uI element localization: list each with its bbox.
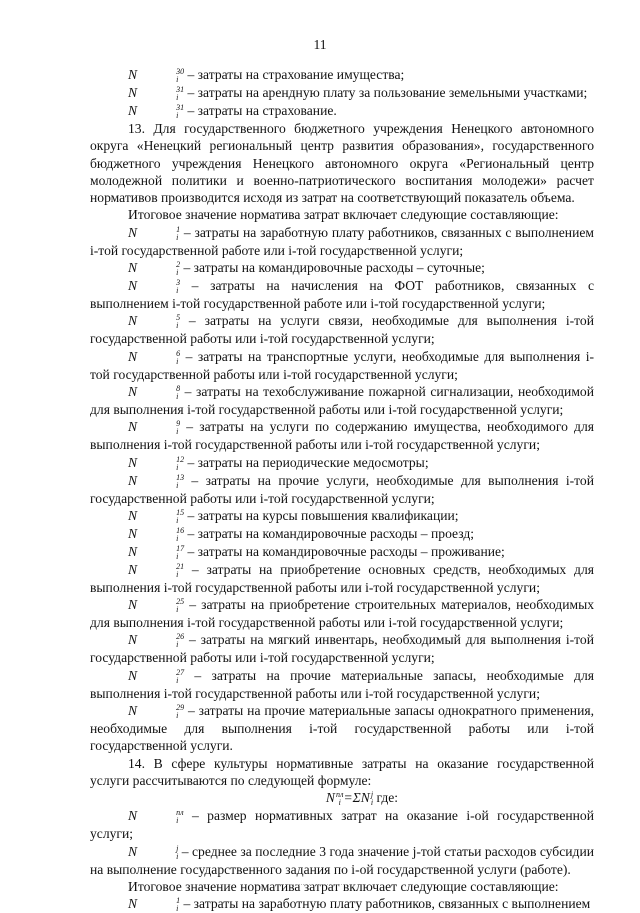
- cost-item: [90, 472, 594, 507]
- cost-symbol-index: 21: [176, 561, 185, 571]
- paragraph-text: – затраты на приобретение основных средств, необходимых для выполнения i-той государственной работы или i-той государственной услуги;: [90, 561, 594, 595]
- cost-symbol: N 9 i: [128, 419, 181, 437]
- cost-symbol: N 1 i: [128, 224, 181, 242]
- cost-item: [90, 843, 594, 878]
- cost-symbol: N 6 i: [128, 348, 181, 366]
- cost-symbol-index: 31: [176, 85, 185, 94]
- cost-symbol: N 15 i: [128, 507, 185, 525]
- paragraph-text: – затраты на прочие услуги, необходимые для выполнения i-той государственной работы или i-той государственной услуги;: [90, 472, 594, 506]
- cost-symbol-index: 8: [176, 383, 181, 393]
- paragraph-text: – затраты на заработную плату работников, связанных с выполнением i-той государственной работе или i-той государственной услуги;: [90, 224, 594, 258]
- cost-item: [90, 418, 594, 453]
- cost-symbol: N 16 i: [128, 525, 185, 543]
- cost-symbol: N 13 i: [128, 472, 185, 490]
- cost-symbol: N 2 i: [128, 260, 181, 278]
- cost-item: [90, 259, 594, 277]
- cost-symbol-index: 30: [176, 67, 185, 76]
- cost-symbol-index: 15: [176, 507, 185, 517]
- cost-symbol: N j i: [128, 843, 179, 861]
- cost-symbol: N 25 i: [128, 597, 185, 615]
- footer-mark: [290, 884, 350, 886]
- paragraph-text: – затраты на курсы повышения квалификации;: [184, 507, 459, 523]
- formula-tail: где:: [373, 790, 399, 806]
- cost-item: [90, 348, 594, 383]
- cost-symbol-index: 2: [176, 260, 181, 270]
- paragraph-text: – размер нормативных затрат на оказание i-ой государственной услуги;: [90, 808, 594, 842]
- paragraph-text: – затраты на заработную плату работников, связанных с выполнением: [180, 896, 591, 912]
- cost-item: [90, 561, 594, 596]
- cost-symbol-index: j: [176, 843, 179, 853]
- paragraph: [90, 878, 594, 895]
- cost-item: [90, 543, 594, 561]
- paragraph-text: – затраты на приобретение строительных материалов, необходимых для выполнения i-той государственной работы или i-той государственной услуги;: [90, 597, 594, 631]
- cost-symbol: N 12 i: [128, 454, 185, 472]
- cost-item: [90, 383, 594, 418]
- formula: [90, 789, 594, 807]
- cost-symbol-index: 6: [176, 348, 181, 358]
- paragraph-text: – затраты на командировочные расходы – проезд;: [184, 525, 475, 541]
- cost-item: [90, 631, 594, 666]
- cost-item: [90, 667, 594, 702]
- cost-symbol-index: 12: [176, 454, 185, 464]
- cost-symbol: N 26 i: [128, 632, 185, 650]
- cost-symbol: N 31 i: [128, 85, 185, 102]
- cost-symbol: N 17 i: [128, 543, 185, 561]
- cost-symbol: N 5 i: [128, 313, 181, 331]
- cost-symbol-index: 3: [176, 278, 181, 288]
- paragraph-text: Итоговое значение норматива затрат включает следующие составляющие:: [128, 878, 559, 894]
- paragraph-text: – затраты на командировочные расходы – суточные;: [180, 260, 485, 276]
- paragraph-text: – затраты на арендную плату за пользование земельными участками;: [184, 85, 588, 100]
- cost-item: [90, 66, 594, 84]
- cost-symbol: N 29 i: [128, 703, 185, 721]
- paragraph-text: – затраты на командировочные расходы – проживание;: [184, 543, 505, 559]
- cost-symbol-index: пл: [176, 808, 184, 818]
- paragraph-text: 13. Для государственного бюджетного учреждения Ненецкого автономного округа «Ненецкий региональный центр развития образования», государственного бюджетного учреждения Ненецкого автономного округа «Региональный центр молодежной политики и военно-патриотического воспитания молодежи» расчет нормативов производится исходя из затрат на соответствующий показатель объема.: [90, 121, 594, 206]
- cost-symbol-index: 1: [176, 896, 181, 906]
- paragraph-text: – затраты на страхование имущества;: [184, 67, 405, 82]
- cost-symbol-index: 25: [176, 597, 185, 607]
- cost-item: [90, 596, 594, 631]
- formula-lhs: N пл i: [325, 790, 344, 808]
- document-body: [90, 66, 594, 913]
- cost-symbol: N пл i: [128, 808, 184, 826]
- cost-item: [90, 702, 594, 755]
- formula-eq: =ΣN: [343, 790, 370, 806]
- cost-symbol-index: 29: [176, 703, 185, 713]
- paragraph-text: – затраты на техобслуживание пожарной сигнализации, необходимой для выполнения i-той государственной работы или i-той государственной услуги;: [90, 383, 594, 417]
- cost-symbol-index: 1: [176, 224, 181, 234]
- cost-symbol-index: 26: [176, 632, 185, 642]
- paragraph-text: – затраты на прочие материальные запасы, необходимые для выполнения i-той государственной работы или i-той государственной услуги;: [90, 667, 594, 701]
- cost-item: [90, 807, 594, 842]
- cost-item: [90, 312, 594, 347]
- cost-symbol: N 1 i: [128, 896, 181, 913]
- cost-item: [90, 102, 594, 120]
- paragraph-text: – затраты на мягкий инвентарь, необходимый для выполнения i-той государственной работы или i-той государственной услуги;: [90, 632, 594, 666]
- paragraph-text: – затраты на начисления на ФОТ работников, связанных с выполнением i-той государственной работе или i-той государственной услуги;: [90, 278, 594, 312]
- paragraph-text: – затраты на транспортные услуги, необходимые для выполнения i-той государственной работы или i-той государственной услуги;: [90, 348, 594, 382]
- cost-symbol-index: 9: [176, 419, 181, 429]
- cost-symbol-index: 31: [176, 103, 185, 112]
- cost-item: [90, 895, 594, 913]
- cost-symbol: N 3 i: [128, 278, 181, 296]
- cost-symbol-index: 13: [176, 472, 185, 482]
- paragraph-text: – затраты на страхование.: [184, 103, 337, 118]
- page-number: 11: [313, 37, 327, 52]
- paragraph: [90, 120, 594, 206]
- cost-symbol: N 31 i: [128, 103, 185, 120]
- paragraph-text: – затраты на услуги по содержанию имущества, необходимого для выполнения i-той государственной работы или i-той государственной услуги;: [90, 419, 594, 453]
- cost-symbol: N 27 i: [128, 667, 185, 685]
- cost-item: [90, 507, 594, 525]
- cost-symbol-index: 5: [176, 313, 181, 323]
- paragraph: [90, 755, 594, 790]
- paragraph-text: 14. В сфере культуры нормативные затраты на оказание государственной услуги рассчитываются по следующей формуле:: [90, 755, 594, 788]
- cost-item: [90, 454, 594, 472]
- paragraph-text: – затраты на периодические медосмотры;: [184, 454, 429, 470]
- cost-symbol-index: 16: [176, 525, 185, 535]
- cost-symbol-index: 27: [176, 667, 185, 677]
- formula-rhs: j i: [370, 790, 374, 808]
- paragraph-text: – затраты на прочие материальные запасы однократного применения, необходимые для выполнения i-той государственной работы или i-той государственной услуги.: [90, 703, 594, 754]
- cost-item: [90, 84, 594, 102]
- paragraph-text: – затраты на услуги связи, необходимые для выполнения i-той государственной работы или i-той государственной услуги;: [90, 313, 594, 347]
- paragraph-text: – среднее за последние 3 года значение j-той статьи расходов субсидии на выполнение государственного задания по i-ой государственной услуги (работе).: [90, 843, 594, 877]
- paragraph: [90, 206, 594, 223]
- cost-item: [90, 525, 594, 543]
- cost-symbol: N 21 i: [128, 561, 185, 579]
- cost-item: [90, 277, 594, 312]
- cost-item: [90, 224, 594, 259]
- cost-symbol-index: 17: [176, 543, 185, 553]
- paragraph-text: Итоговое значение норматива затрат включает следующие составляющие:: [128, 207, 559, 223]
- cost-symbol: N 30 i: [128, 67, 185, 84]
- cost-symbol: N 8 i: [128, 383, 181, 401]
